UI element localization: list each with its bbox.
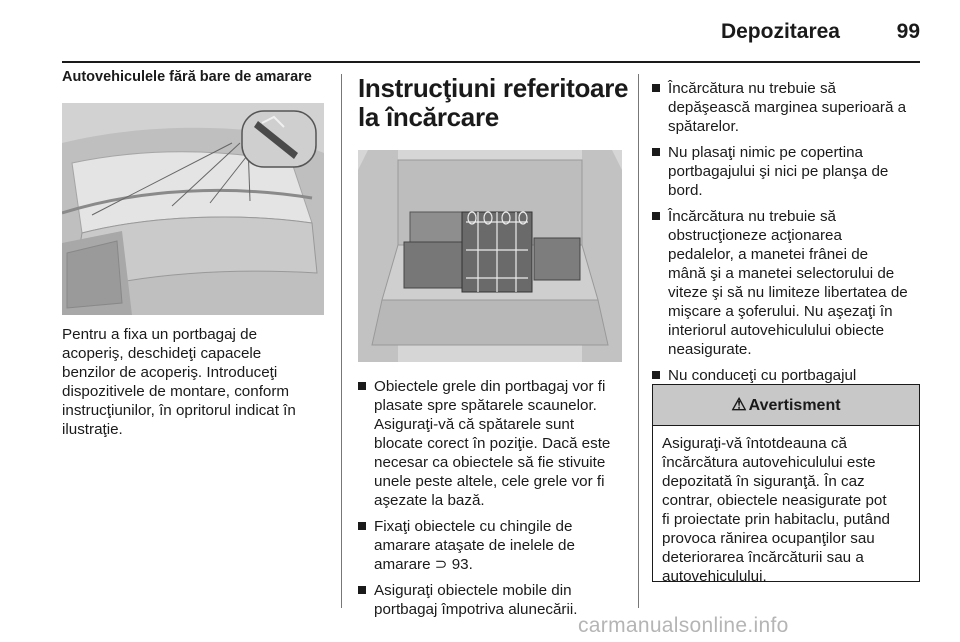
left-paragraph <box>62 325 332 439</box>
heading-line: la încărcare <box>358 102 499 132</box>
header-divider <box>62 61 920 63</box>
text-line: neasigurate. <box>668 341 752 358</box>
text-line: portbagajului şi nici pe planşa de <box>668 163 889 180</box>
text-line: unele peste altele, cele grele vor fi <box>374 473 605 490</box>
text-line: provoca rănirea ocupanţilor sau <box>662 530 875 547</box>
text-line: mişcare a şoferului. Nu aşezaţi în <box>668 303 893 320</box>
text-line: Asiguraţi obiectele mobile din <box>374 582 572 599</box>
text-line: plasate spre spătarele scaunelor. <box>374 397 597 414</box>
text-line: portbagaj împotriva alunecării. <box>374 601 578 618</box>
text-line: spătarelor. <box>668 118 739 135</box>
warning-header <box>653 385 919 426</box>
list-item <box>652 143 927 200</box>
page-header <box>62 18 920 62</box>
column-divider-1 <box>341 74 342 608</box>
bullet-square-icon <box>652 212 660 220</box>
text-line: mână şi a manetei selectorului de <box>668 265 895 282</box>
text-line: amarare ataşate de inelele de <box>374 537 575 554</box>
loading-rules-list <box>652 79 927 411</box>
text-line: obstrucţioneze acţionarea <box>668 227 842 244</box>
text-line: depozitată în siguranţă. În caz <box>662 473 865 490</box>
column-divider-2 <box>638 74 639 608</box>
text-line: autovehiculului. <box>662 568 767 585</box>
page-reference-link[interactable]: amarare ⊃ 93. <box>374 556 473 573</box>
warning-title: Avertisment <box>748 397 841 414</box>
text-line: Nu plasaţi nimic pe copertina <box>668 144 864 161</box>
text-line: încărcătura autovehiculului este <box>662 454 876 471</box>
text-line: instrucţiunilor, în opritorul indicat în <box>62 402 296 419</box>
text-line: blocate corect în poziţie. Dacă este <box>374 435 611 452</box>
text-line: ilustraţie. <box>62 421 123 438</box>
text-line: interiorul autovehiculului obiecte <box>668 322 885 339</box>
section-heading <box>358 74 628 132</box>
text-line: Obiectele grele din portbagaj vor fi <box>374 378 606 395</box>
text-line: contrar, obiectele neasigurate pot <box>662 492 887 509</box>
page-number: 99 <box>896 20 920 43</box>
list-item <box>652 79 927 136</box>
list-item <box>358 517 633 574</box>
heading-line: Instrucţiuni referitoare <box>358 73 629 103</box>
text-line: deteriorarea încărcăturii sau a <box>662 549 864 566</box>
bullet-square-icon <box>358 382 366 390</box>
roof-rails-illustration <box>62 103 324 315</box>
bullet-square-icon <box>652 84 660 92</box>
text-line: pedalelor, a manetei frânei de <box>668 246 869 263</box>
text-line: benzilor de acoperiş. Introduceţi <box>62 364 278 381</box>
text-line: depăşească marginea superioară a <box>668 99 907 116</box>
bullet-square-icon <box>358 522 366 530</box>
text-line: dispozitivele de montare, conform <box>62 383 290 400</box>
text-line: Asiguraţi-vă că spătarele sunt <box>374 416 575 433</box>
warning-triangle-icon: ⚠ <box>731 395 747 414</box>
text-line: Fixaţi obiectele cu chingile de <box>374 518 573 535</box>
text-line: Nu conduceţi cu portbagajul <box>668 367 857 384</box>
text-line: acoperiş, deschideţi capacele <box>62 345 262 362</box>
subheading: Autovehiculele fără bare de amarare <box>62 69 312 85</box>
text-line: Asiguraţi-vă întotdeauna că <box>662 435 847 452</box>
text-line: aşezate la bază. <box>374 492 485 509</box>
watermark: carmanualsonline.info <box>578 614 789 637</box>
bullet-square-icon <box>358 586 366 594</box>
text-line: Încărcătura nu trebuie să <box>668 80 837 97</box>
text-line: Pentru a fixa un portbagaj de <box>62 326 258 343</box>
text-line: bord. <box>668 182 703 199</box>
warning-body <box>653 426 919 586</box>
warning-box <box>652 384 920 585</box>
text-line: viteze şi să nu limiteze libertatea de <box>668 284 908 301</box>
section-title: Depozitarea <box>720 20 840 43</box>
loading-instructions-list <box>358 377 633 626</box>
bullet-square-icon <box>652 371 660 379</box>
list-item <box>652 207 927 359</box>
list-item <box>358 377 633 510</box>
text-line: necesar ca obiectele să fie stivuite <box>374 454 606 471</box>
text-line: Încărcătura nu trebuie să <box>668 208 837 225</box>
text-line: fi proiectate prin habitaclu, putând <box>662 511 890 528</box>
cargo-loading-illustration <box>358 150 622 362</box>
bullet-square-icon <box>652 148 660 156</box>
